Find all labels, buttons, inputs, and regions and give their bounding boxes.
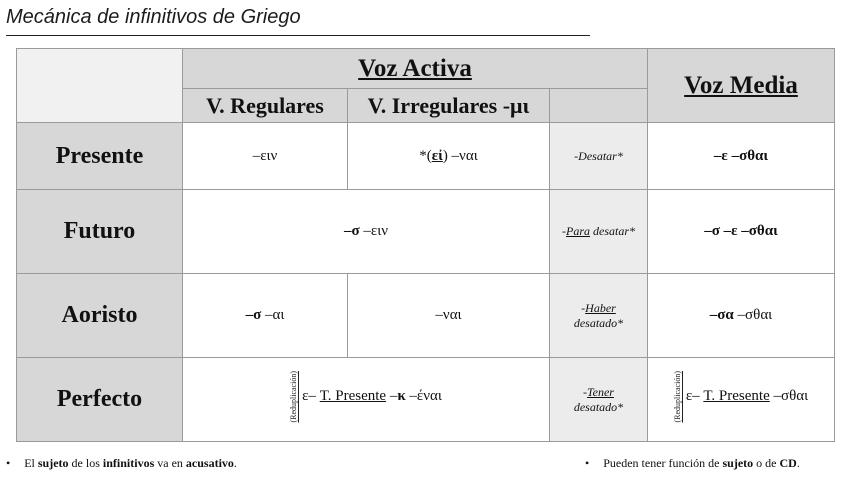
header-blank bbox=[550, 89, 648, 123]
row-label-presente: Presente bbox=[17, 123, 183, 190]
aoristo-regular: –σ –αι bbox=[183, 274, 348, 358]
perfecto-activa: (Reduplicación) ε– T. Presente –κ –έναι bbox=[183, 358, 550, 442]
page-title: Mecánica de infinitivos de Griego bbox=[6, 6, 301, 28]
row-label-aoristo: Aoristo bbox=[17, 274, 183, 358]
reduplicacion-label: (Reduplicación) bbox=[289, 371, 299, 423]
presente-irregular-key: εἰ bbox=[431, 147, 443, 164]
corner-cell bbox=[17, 49, 183, 123]
title-underline bbox=[6, 35, 590, 36]
header-irregulares: V. Irregulares -μι bbox=[348, 89, 550, 123]
header-regulares: V. Regulares bbox=[183, 89, 348, 123]
infinitive-table bbox=[16, 48, 835, 442]
row-label-futuro: Futuro bbox=[17, 190, 183, 274]
row-label-perfecto: Perfecto bbox=[17, 358, 183, 442]
header-voz-media: Voz Media bbox=[648, 49, 835, 123]
header-voz-activa: Voz Activa bbox=[183, 49, 648, 89]
presente-note: -Desatar* bbox=[550, 123, 648, 190]
perfecto-media: (Reduplicación) ε– T. Presente –σθαι bbox=[648, 358, 835, 442]
futuro-activa: –σ –ειν bbox=[183, 190, 550, 274]
futuro-note: -Para desatar* bbox=[550, 190, 648, 274]
reduplicacion-label-media: (Reduplicación) bbox=[672, 371, 682, 423]
aoristo-media: –σα –σθαι bbox=[648, 274, 835, 358]
presente-media: –ε –σθαι bbox=[648, 123, 835, 190]
aoristo-irregular: –ναι bbox=[348, 274, 550, 358]
presente-regular: –ειν bbox=[183, 123, 348, 190]
perfecto-note: -Tener desatado* bbox=[550, 358, 648, 442]
footnote-left: • El sujeto de los infinitivos va en acusativo. bbox=[6, 456, 237, 470]
footnote-right: • Pueden tener función de sujeto o de CD. bbox=[585, 456, 800, 470]
presente-irregular: *(εἰ) –ναι bbox=[348, 123, 550, 190]
futuro-media: –σ –ε –σθαι bbox=[648, 190, 835, 274]
aoristo-note: -Haber desatado* bbox=[550, 274, 648, 358]
